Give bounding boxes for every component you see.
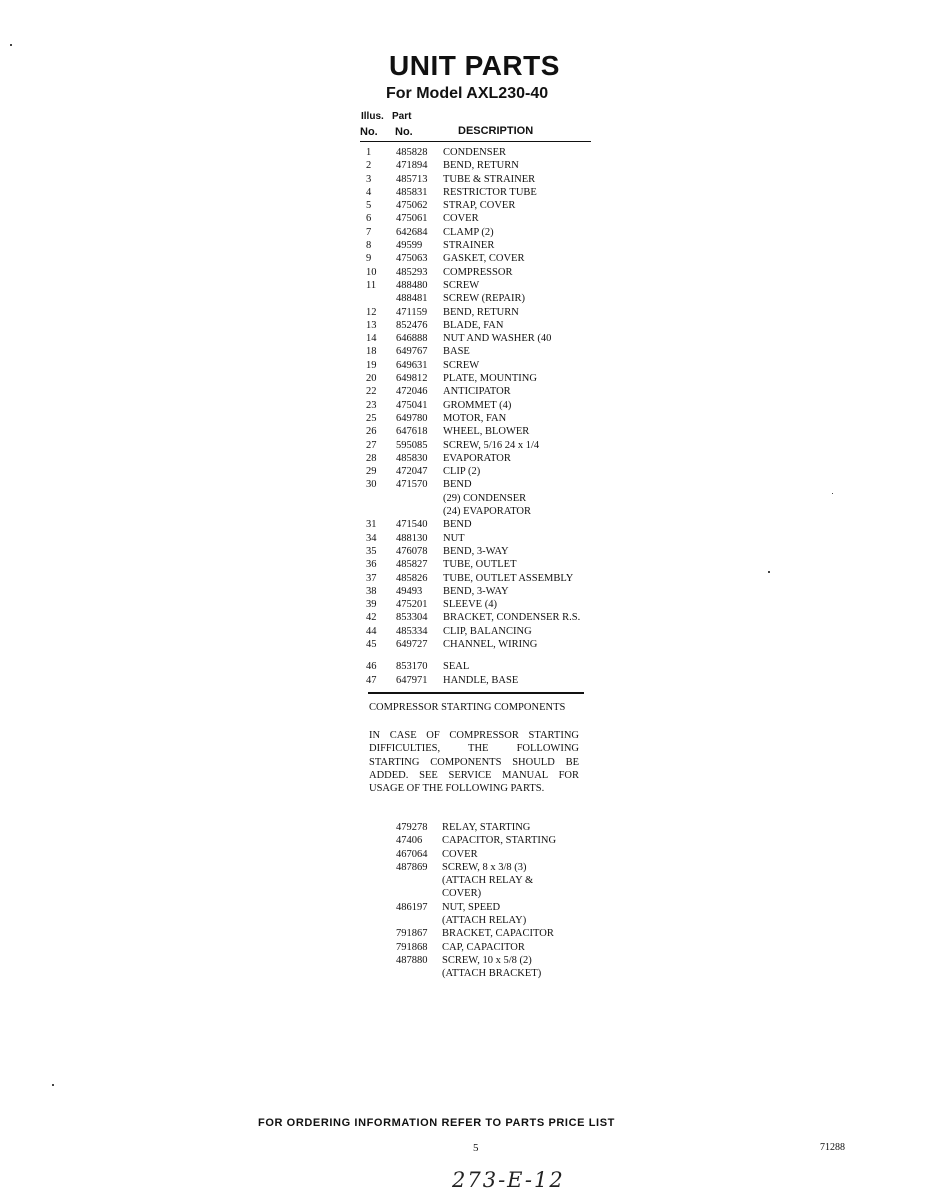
illus-number	[366, 292, 396, 305]
part-number: 488480	[396, 279, 428, 291]
ordering-info: FOR ORDERING INFORMATION REFER TO PARTS PRICE LIST	[258, 1117, 615, 1129]
table-row	[366, 518, 580, 531]
part-number	[396, 492, 443, 505]
illus-number: 35	[366, 545, 377, 557]
part-number: 649780	[396, 412, 428, 424]
part-number: 595085	[396, 439, 428, 451]
illus-number: 6	[366, 213, 372, 225]
scan-speck	[832, 493, 833, 494]
table-row	[366, 638, 580, 651]
part-description: CHANNEL, WIRING	[443, 638, 538, 650]
part-description: SLEEVE (4)	[443, 599, 497, 611]
part-number: 647971	[396, 674, 428, 686]
part-number: 649631	[396, 359, 428, 371]
part-number: 646888	[396, 333, 428, 345]
part-number: 467064	[396, 848, 428, 860]
illus-number: 22	[366, 386, 377, 398]
table-row	[366, 660, 580, 673]
illus-number: 10	[366, 266, 377, 278]
part-description: BEND	[443, 519, 472, 531]
illus-number: 9	[366, 253, 372, 265]
part-description: BEND, RETURN	[443, 306, 519, 318]
table-row	[366, 399, 580, 412]
illus-number: 26	[366, 426, 377, 438]
part-number: 488481	[396, 293, 428, 305]
part-number: 475063	[396, 253, 428, 265]
table-row	[366, 585, 580, 598]
table-row	[366, 212, 580, 225]
scan-speck	[768, 571, 770, 573]
part-description: COVER	[442, 848, 478, 860]
table-row	[366, 186, 580, 199]
part-number: 487880	[396, 954, 428, 966]
part-description: COVER)	[442, 888, 482, 900]
table-row	[366, 611, 580, 624]
table-row	[396, 941, 556, 954]
table-row	[396, 887, 556, 900]
part-number: 853304	[396, 612, 428, 624]
table-end-rule	[368, 692, 584, 694]
table-row	[366, 505, 580, 518]
part-number: 485827	[396, 559, 428, 571]
col-header-illus: Illus.	[361, 111, 384, 122]
part-description: COMPRESSOR	[443, 266, 513, 278]
illus-number: 46	[366, 661, 377, 673]
illus-number: 29	[366, 466, 377, 478]
table-row	[396, 861, 556, 874]
document-number: 71288	[820, 1142, 845, 1153]
part-description: GASKET, COVER	[443, 253, 525, 265]
illus-number: 19	[366, 359, 377, 371]
table-row	[366, 425, 580, 438]
col-header-no-illus: No.	[360, 126, 378, 138]
part-description: MOTOR, FAN	[443, 412, 507, 424]
part-description: BEND	[443, 479, 472, 491]
table-row	[366, 385, 580, 398]
table-row	[366, 226, 580, 239]
table-row	[366, 252, 580, 265]
table-row	[366, 558, 580, 571]
part-number: 487869	[396, 861, 428, 873]
part-description: BEND, 3-WAY	[443, 585, 509, 597]
illus-number: 13	[366, 319, 377, 331]
col-header-no-part: No.	[395, 126, 413, 138]
part-description: SCREW (REPAIR)	[443, 293, 525, 305]
part-number: 475061	[396, 213, 428, 225]
illus-number: 1	[366, 147, 372, 158]
illus-number: 38	[366, 585, 377, 597]
illus-number: 45	[366, 638, 377, 650]
table-row	[366, 545, 580, 558]
part-description: TUBE, OUTLET ASSEMBLY	[443, 572, 574, 584]
starting-components-table	[396, 821, 556, 981]
illus-number: 7	[366, 226, 372, 238]
part-number: 485826	[396, 572, 428, 584]
part-description: TUBE, OUTLET	[443, 559, 517, 571]
table-row	[366, 239, 580, 252]
part-description: CLAMP (2)	[443, 226, 494, 238]
part-description: (29) CONDENSER	[443, 492, 527, 504]
part-description: SEAL	[443, 661, 470, 673]
illus-number: 12	[366, 306, 377, 318]
part-number: 791867	[396, 928, 428, 940]
part-number: 853170	[396, 661, 428, 673]
part-number: 475201	[396, 599, 428, 611]
part-description: STRAINER	[443, 240, 495, 252]
part-description: STRAP, COVER	[443, 200, 516, 212]
illus-number: 27	[366, 439, 377, 451]
part-number: 471540	[396, 519, 428, 531]
part-number: 485828	[396, 147, 428, 158]
part-description: SCREW	[443, 279, 480, 291]
table-row	[366, 345, 580, 358]
table-row	[366, 532, 580, 545]
table-row	[366, 478, 580, 491]
part-number: 479278	[396, 822, 428, 833]
scan-speck	[10, 44, 12, 46]
starting-components-title: COMPRESSOR STARTING COMPONENTS	[369, 702, 566, 713]
illus-number: 28	[366, 452, 377, 464]
part-description: ANTICIPATOR	[443, 386, 511, 398]
part-description: BEND, 3-WAY	[443, 545, 509, 557]
table-row	[366, 319, 580, 332]
part-description: NUT	[443, 532, 465, 544]
col-header-description: DESCRIPTION	[458, 125, 534, 137]
illus-number: 5	[366, 200, 372, 212]
part-number: 47406	[396, 835, 423, 847]
scan-speck	[52, 1084, 54, 1086]
part-number: 471159	[396, 306, 428, 318]
illus-number: 37	[366, 572, 377, 584]
part-number: 475041	[396, 399, 428, 411]
table-row	[366, 306, 580, 319]
part-description: BASE	[443, 346, 470, 358]
illus-number: 11	[366, 279, 377, 291]
part-description: CONDENSER	[443, 147, 507, 158]
model-subtitle: For Model AXL230-40	[386, 85, 549, 102]
part-description: RELAY, STARTING	[442, 822, 531, 833]
starting-instructions: IN CASE OF COMPRESSOR STARTING DIFFICULTIES, THE FOLLOWING STARTING COMPONENTS SHOULD BE ADDED. SEE SERVICE MANUAL FOR USAGE OF THE FOLLOWING PARTS.	[369, 730, 579, 795]
part-description: SCREW, 8 x 3/8 (3)	[442, 861, 527, 873]
illus-number: 25	[366, 412, 377, 424]
table-row	[366, 439, 580, 452]
table-row	[366, 674, 580, 687]
part-number	[396, 914, 442, 927]
part-number: 647618	[396, 426, 428, 438]
table-row	[396, 834, 556, 847]
part-number: 642684	[396, 226, 428, 238]
part-number: 649767	[396, 346, 428, 358]
illus-number: 34	[366, 532, 377, 544]
part-description: CLIP, BALANCING	[443, 625, 532, 637]
part-number: 471570	[396, 479, 428, 491]
part-number: 485334	[396, 625, 428, 637]
table-row	[366, 146, 580, 159]
illus-number: 4	[366, 186, 372, 198]
part-description: GROMMET (4)	[443, 399, 512, 411]
part-description: BRACKET, CAPACITOR	[442, 928, 554, 940]
part-number: 485830	[396, 452, 428, 464]
part-number	[396, 967, 442, 980]
part-number: 485831	[396, 186, 428, 198]
part-description: BLADE, FAN	[443, 319, 504, 331]
table-row	[366, 492, 580, 505]
table-row	[396, 821, 556, 834]
part-description: PLATE, MOUNTING	[443, 373, 537, 385]
part-description: CAP, CAPACITOR	[442, 941, 525, 953]
page-title: UNIT PARTS	[389, 50, 560, 81]
illus-number	[366, 492, 396, 505]
header-rule	[360, 141, 591, 142]
table-row	[366, 173, 580, 186]
table-row	[366, 332, 580, 345]
parts-table	[366, 146, 580, 687]
part-number: 49599	[396, 240, 423, 252]
illus-number	[366, 505, 396, 518]
part-number: 472046	[396, 386, 428, 398]
table-row	[366, 412, 580, 425]
part-description: SCREW	[443, 359, 480, 371]
part-description: RESTRICTOR TUBE	[443, 186, 537, 198]
illus-number: 18	[366, 346, 377, 358]
table-row	[366, 372, 580, 385]
part-number: 485713	[396, 173, 428, 185]
part-number: 472047	[396, 466, 428, 478]
part-description: SCREW, 10 x 5/8 (2)	[442, 954, 532, 966]
part-number	[396, 887, 442, 900]
table-row	[366, 572, 580, 585]
table-row	[366, 465, 580, 478]
illus-number: 42	[366, 612, 377, 624]
table-row	[366, 159, 580, 172]
part-description: SCREW, 5/16 24 x 1/4	[443, 439, 540, 451]
part-description: BEND, RETURN	[443, 160, 519, 172]
table-row	[396, 927, 556, 940]
col-header-part: Part	[392, 111, 412, 122]
illus-number: 39	[366, 599, 377, 611]
illus-number: 2	[366, 160, 372, 172]
handwritten-note: 273-E-12	[452, 1168, 565, 1192]
part-description: NUT AND WASHER (40	[443, 333, 552, 345]
illus-number: 3	[366, 173, 372, 185]
illus-number: 30	[366, 479, 377, 491]
part-number	[396, 874, 442, 887]
part-number: 475062	[396, 200, 428, 212]
illus-number: 8	[366, 240, 372, 252]
part-description: CLIP (2)	[443, 466, 481, 478]
part-number	[396, 505, 443, 518]
illus-number: 20	[366, 373, 377, 385]
part-description: (ATTACH BRACKET)	[442, 968, 542, 980]
part-number: 485293	[396, 266, 428, 278]
part-number: 852476	[396, 319, 428, 331]
table-row	[366, 625, 580, 638]
part-description: COVER	[443, 213, 479, 225]
page-number: 5	[473, 1142, 479, 1154]
part-description: (ATTACH RELAY)	[442, 915, 527, 927]
table-row	[366, 359, 580, 372]
illus-number: 31	[366, 519, 377, 531]
table-row	[396, 954, 556, 967]
table-row	[366, 452, 580, 465]
table-row	[366, 266, 580, 279]
table-row	[396, 901, 556, 914]
part-description: HANDLE, BASE	[443, 674, 519, 686]
illus-number: 47	[366, 674, 377, 686]
part-number: 476078	[396, 545, 428, 557]
illus-number: 44	[366, 625, 377, 637]
part-number: 649812	[396, 373, 428, 385]
illus-number: 36	[366, 559, 377, 571]
table-row	[396, 874, 556, 887]
table-row	[366, 598, 580, 611]
part-description: (ATTACH RELAY &	[442, 875, 534, 887]
table-row	[396, 967, 556, 980]
part-number: 488130	[396, 532, 428, 544]
part-description: WHEEL, BLOWER	[443, 426, 530, 438]
part-number: 471894	[396, 160, 428, 172]
table-row	[366, 292, 580, 305]
part-number: 49493	[396, 585, 423, 597]
part-description: EVAPORATOR	[443, 452, 511, 464]
part-number: 649727	[396, 638, 428, 650]
table-row	[366, 279, 580, 292]
table-row	[396, 914, 556, 927]
part-description: (24) EVAPORATOR	[443, 506, 531, 518]
part-number: 791868	[396, 941, 428, 953]
illus-number: 14	[366, 333, 377, 345]
part-description: CAPACITOR, STARTING	[442, 835, 557, 847]
table-row	[366, 199, 580, 212]
part-description: TUBE & STRAINER	[443, 173, 536, 185]
part-description: NUT, SPEED	[442, 901, 501, 913]
part-number: 486197	[396, 901, 428, 913]
part-description: BRACKET, CONDENSER R.S.	[443, 612, 581, 624]
illus-number: 23	[366, 399, 377, 411]
table-row	[396, 848, 556, 861]
